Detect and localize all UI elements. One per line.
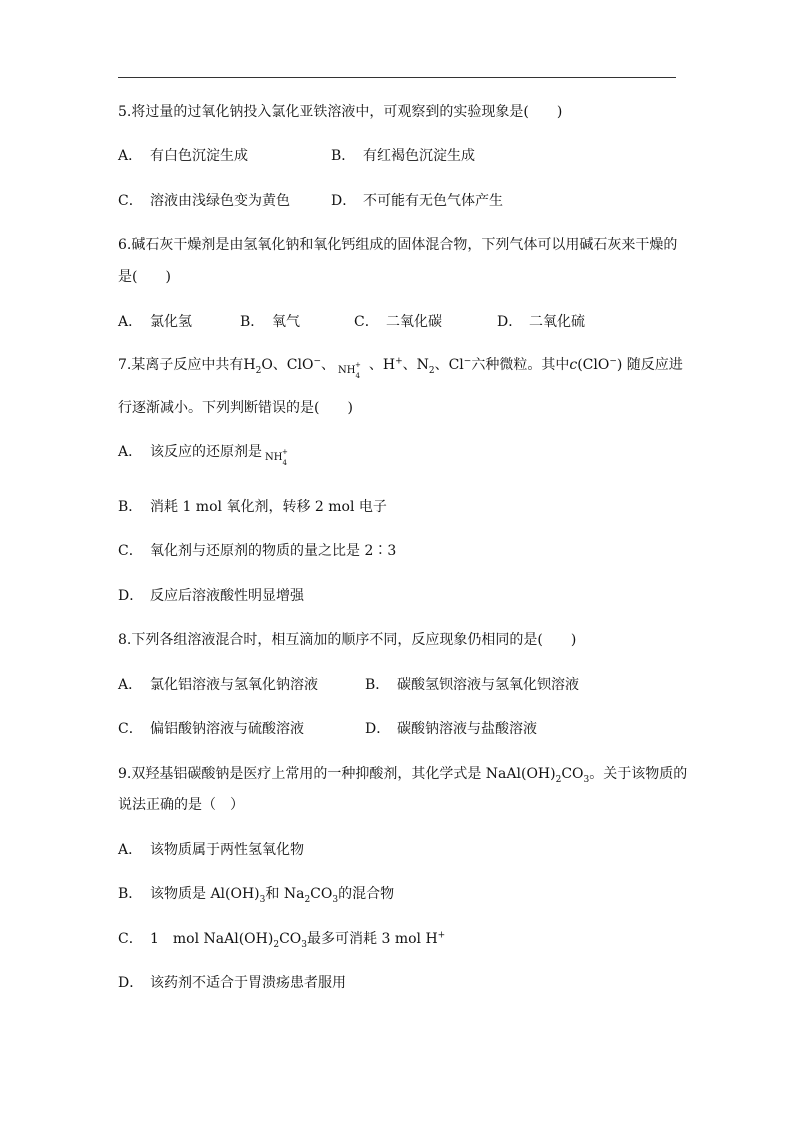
option-letter: A．	[118, 842, 143, 858]
q5-option-d[interactable]	[331, 192, 503, 210]
formula-text: NH	[265, 452, 283, 463]
superscript: +	[281, 448, 288, 456]
formula-text: NH	[338, 365, 356, 376]
subscript: 4	[282, 459, 287, 467]
q9-option-a[interactable]	[118, 841, 304, 859]
option-text: CO	[279, 931, 302, 947]
q6-option-d[interactable]	[497, 313, 585, 331]
option-letter: C．	[354, 314, 379, 330]
option-text: 氯化氢	[150, 314, 192, 330]
superscript: −	[313, 356, 322, 367]
q7-option-a[interactable]	[118, 443, 296, 467]
q6-option-a[interactable]	[118, 313, 192, 331]
stem-fragment: O、ClO	[261, 357, 314, 373]
q7-option-c[interactable]	[118, 542, 396, 560]
option-text: 氧化剂与还原剂的物质的量之比是 2∶3	[150, 543, 397, 559]
q9-option-b[interactable]	[118, 885, 394, 903]
option-text: 碳酸氢钡溶液与氢氧化钡溶液	[397, 677, 579, 693]
stem-fragment: 7.某离子反应中共有H	[118, 357, 256, 373]
option-letter: B．	[331, 148, 356, 164]
q6-stem-line1: 6.碱石灰干燥剂是由氢氧化钠和氧化钙组成的固体混合物，下列气体可以用碱石灰来干燥的	[118, 237, 678, 253]
subscript: 3	[583, 774, 590, 785]
superscript: −	[609, 356, 617, 367]
option-text: 该物质属于两性氢氧化物	[150, 842, 304, 858]
option-letter: A．	[118, 677, 143, 693]
option-letter: A．	[118, 444, 143, 460]
option-text: 不可能有无色气体产生	[363, 193, 503, 209]
option-letter: D．	[365, 721, 391, 737]
superscript: +	[395, 356, 403, 367]
option-text: 反应后溶液酸性明显增强	[150, 588, 304, 604]
option-text: 最多可消耗 3 mol H	[307, 931, 438, 947]
superscript: +	[437, 930, 446, 941]
stem-fragment: ) 随反应进	[616, 357, 683, 373]
option-text: 1 mol NaAl(OH)	[150, 931, 274, 947]
option-letter: C．	[118, 721, 143, 737]
stem-fragment: (ClO	[577, 357, 610, 373]
q8-option-d[interactable]	[365, 720, 537, 738]
option-text: 该药剂不适合于胃溃疡患者服用	[150, 975, 346, 991]
option-letter: A．	[118, 314, 143, 330]
option-text: 该物质是 Al(OH)	[150, 886, 260, 902]
subscript: 2	[304, 894, 311, 905]
q6-stem-line2: 是( )	[118, 269, 171, 285]
q8-option-b[interactable]	[365, 676, 579, 694]
option-text: 偏铝酸钠溶液与硫酸溶液	[150, 721, 304, 737]
subscript: 3	[259, 894, 266, 905]
q8-option-a[interactable]	[118, 676, 318, 694]
option-letter: B．	[365, 677, 390, 693]
stem-fragment: 、N	[402, 357, 429, 373]
stem-fragment: 、H	[368, 357, 396, 373]
option-text: CO	[310, 886, 333, 902]
stem-fragment: 、	[321, 357, 336, 373]
option-letter: B．	[118, 886, 143, 902]
subscript: 2	[555, 774, 562, 785]
option-text: 消耗 1 mol 氧化剂，转移 2 mol 电子	[150, 499, 387, 515]
subscript: 4	[355, 372, 360, 380]
option-text: 碳酸钠溶液与盐酸溶液	[397, 721, 537, 737]
q7-option-b[interactable]	[118, 498, 387, 516]
q8-option-c[interactable]	[118, 720, 304, 738]
subscript: 3	[332, 894, 339, 905]
option-text: 溶液由浅绿色变为黄色	[150, 193, 290, 209]
header-rule	[118, 77, 676, 78]
q5-option-b[interactable]	[331, 147, 475, 165]
option-text: 有白色沉淀生成	[150, 148, 248, 164]
option-text: 二氧化硫	[529, 314, 585, 330]
option-letter: A．	[118, 148, 143, 164]
stem-fragment: 。关于该物质的	[589, 766, 688, 782]
subscript: 3	[301, 939, 308, 950]
q6-option-b[interactable]	[240, 313, 300, 331]
option-letter: D．	[331, 193, 357, 209]
stem-fragment: 、Cl	[434, 357, 464, 373]
q7-stem-line2: 行逐渐减小。下列判断错误的是( )	[118, 400, 353, 416]
q5-stem: 5.将过量的过氧化钠投入氯化亚铁溶液中，可观察到的实验现象是( )	[118, 104, 563, 120]
option-letter: C．	[118, 543, 143, 559]
ammonium-formula	[338, 362, 366, 380]
option-text: 二氧化碳	[386, 314, 442, 330]
stem-fragment: 六种微粒。其中	[471, 357, 570, 373]
option-letter: D．	[118, 588, 144, 604]
concentration-symbol: c	[569, 357, 578, 373]
option-text: 有红褐色沉淀生成	[363, 148, 475, 164]
option-letter: D．	[118, 975, 144, 991]
stem-fragment: 9.双羟基铝碳酸钠是医疗上常用的一种抑酸剂，其化学式是 NaAl(OH)	[118, 766, 556, 782]
superscript: −	[463, 356, 472, 367]
subscript: 2	[428, 365, 435, 376]
option-letter: C．	[118, 193, 143, 209]
subscript: 2	[255, 365, 262, 376]
option-letter: C．	[118, 931, 143, 947]
q7-stem-line1	[118, 356, 683, 380]
option-text: 的混合物	[338, 886, 395, 902]
option-letter: B．	[118, 499, 143, 515]
option-text: 氯化铝溶液与氢氧化钠溶液	[150, 677, 318, 693]
subscript: 2	[273, 939, 280, 950]
q5-option-a[interactable]	[118, 147, 248, 165]
option-text: 氧气	[272, 314, 300, 330]
q9-stem-line2: 说法正确的是（ ）	[118, 797, 244, 813]
option-text: 和 Na	[265, 886, 305, 902]
option-letter: D．	[497, 314, 523, 330]
option-letter: B．	[240, 314, 265, 330]
q6-option-c[interactable]	[354, 313, 442, 331]
option-text: 该反应的还原剂是	[150, 444, 262, 460]
ammonium-formula	[265, 449, 293, 467]
q8-stem: 8.下列各组溶液混合时，相互滴加的顺序不同，反应现象仍相同的是( )	[118, 632, 577, 648]
superscript: +	[354, 361, 361, 369]
q9-option-c[interactable]	[118, 930, 445, 948]
q9-stem-line1	[118, 765, 687, 783]
q9-option-d[interactable]	[118, 974, 346, 992]
q7-option-d[interactable]	[118, 587, 304, 605]
q5-option-c[interactable]	[118, 192, 290, 210]
stem-fragment: CO	[561, 766, 584, 782]
